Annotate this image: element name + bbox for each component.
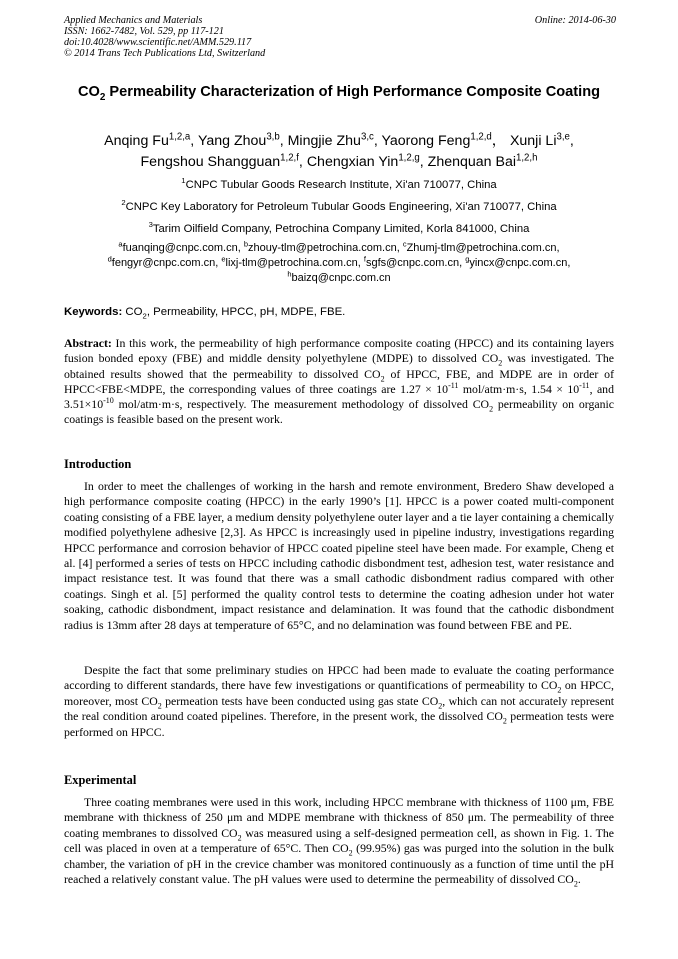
author: Yaorong Feng$^{1,2,d}$，	[381, 131, 510, 149]
paragraph: Three coating membranes were used in this work, including HPCC membrane with thickness of 1100 μm, FBE membrane with thickness of 250 μm and MDPE membrane with thickness of 850 μm. The permeability of three coating membranes to dissolved $CO_2$ was measured using a self-designed permeation cell, as shown in Fig. 1. The cell was placed in oven at a temperature of 65°C. Then $CO_2$ (99.95%) gas was purged into the solution in the bulk chamber, the variation of pH in the crevice chamber was monitored continuously as a function of time until the pH reached a relatively constant value. The pH values were used to determine the permeability of dissolved $CO_2$.	[64, 795, 615, 889]
title-subscript: 2	[99, 91, 106, 103]
email: $^d$fengyr@cnpc.com.cn,	[107, 254, 222, 269]
online-date: Online: 2014-06-30	[534, 15, 616, 26]
email: $^f$sgfs@cnpc.com.cn,	[363, 254, 466, 269]
title-part: CO	[77, 84, 100, 100]
author: Anqing Fu$^{1,2,a}$,	[104, 131, 198, 149]
title-part: Permeability Characterization of High Performance Composite Coating	[105, 84, 601, 100]
author: Xunji Li$^{3,e}$,	[509, 131, 574, 149]
abstract: Abstract: In this work, the permeability of high performance composite coating (HPCC) and its containing layers fusion bonded epoxy (FBE) and middle density polyethylene (MDPE) to dissolved $CO_2$ was investigated. The obtained results showed that the permeability to dissolved $CO_2$ of HPCC, FBE, and MDPE are in order of HPCC<FBE<MDPE, the corresponding values of three coatings are $1.27 \times 10^{-11}$ mol/atm·m·s, $1.54 \times 10^{-11}$, and $3.51\times 10^{-10}$ mol/atm·m·s, respectively. The measurement methodology of dissolved $CO_2$ permeability on organic coatings is feasible based on the present work.	[64, 336, 615, 427]
author-list	[64, 131, 614, 173]
section-heading: Introduction	[64, 457, 132, 471]
author: Fengshou Shangguan$^{1,2,f}$,	[140, 152, 307, 170]
author: Chengxian Yin$^{1,2,g}$,	[306, 152, 428, 170]
email: $^a$fuanqing@cnpc.com.cn,	[118, 239, 244, 254]
issn-line: ISSN: 1662-7482, Vol. 529, pp 117-121	[64, 26, 224, 37]
journal-metadata	[64, 15, 265, 59]
keywords-label: Keywords:	[64, 306, 123, 318]
affiliation: $^2$CNPC Key Laboratory for Petroleum Tubular Goods Engineering, Xi'an 710077, China	[121, 198, 557, 213]
paragraph: In order to meet the challenges of working in the harsh and remote environment, Bredero Shaw developed a high performance composite coating (HPCC) in the early 1990’s [1]. HPCC is a power coated multi-component coating consisting of a FBE layer, a medium density polyethylene outer layer and a tie layer containing a chemically modified polyethylene adhesive [2,3]. As HPCC is increasingly used in pipeline industry, investigations regarding HPCC performance and corrosion behavior of HPCC coated pipeline steel have been made. For example, Cheng et al. [4] performed a series of tests on HPCC including cathodic disbondment test, adhesion test, water resistance and impact resistance test. It was found that there was a small cathodic disbondment radius compared with other coatings. Singh et al. [5] performed the quality control tests to determine the coating adhesion under hot water soaking, cathodic disbondment, impact resistance and delamination. It was found that the cathodic disbondment radius is 13mm after 28 days at temperature of 65°C, and no delamination was found between FBE and PE.	[64, 479, 614, 632]
email: $^c$Zhumj-tlm@petrochina.com.cn,	[402, 239, 560, 254]
doi-line: doi:10.4028/www.scientific.net/AMM.529.117	[64, 37, 252, 48]
author: Yang Zhou$^{3,b}$,	[197, 131, 288, 149]
email: $^h$baizq@cnpc.com.cn	[287, 269, 391, 284]
journal-name: Applied Mechanics and Materials	[64, 15, 203, 26]
paragraph: Despite the fact that some preliminary studies on HPCC had been made to evaluate the coating performance according to different standards, there have few investigations or quantifications of permeability to $CO_2$ on HPCC, moreover, most $CO_2$ permeation tests have been conducted using gas state $CO_2$, which can not accurately represent the real condition around coated pipelines. Therefore, in the present work, the dissolved $CO_2$ permeation tests were performed on HPCC.	[64, 663, 614, 739]
email-list	[64, 241, 614, 286]
email: $^b$zhouy-tlm@petrochina.com.cn,	[243, 239, 403, 254]
abstract-label: Abstract:	[64, 336, 112, 350]
author: Mingjie Zhu$^{3,c}$,	[287, 131, 382, 149]
section-heading: Experimental	[64, 773, 137, 787]
email: $^g$yincx@cnpc.com.cn,	[465, 254, 571, 269]
copyright-line: © 2014 Trans Tech Publications Ltd, Switzerland	[64, 48, 266, 59]
paper-title	[64, 83, 614, 102]
affiliation: $^3$Tarim Oilfield Company, Petrochina Company Limited, Korla 841000, China	[148, 220, 530, 235]
email: $^e$lixj-tlm@petrochina.com.cn,	[221, 254, 364, 269]
author: Zhenquan Bai$^{1,2,h}$	[427, 152, 538, 170]
keywords: Keywords: $CO_2$, Permeability, HPCC, pH, MDPE, FBE.	[64, 306, 346, 321]
affiliation: $^1$CNPC Tubular Goods Research Institute, Xi'an 710077, China	[181, 176, 497, 191]
